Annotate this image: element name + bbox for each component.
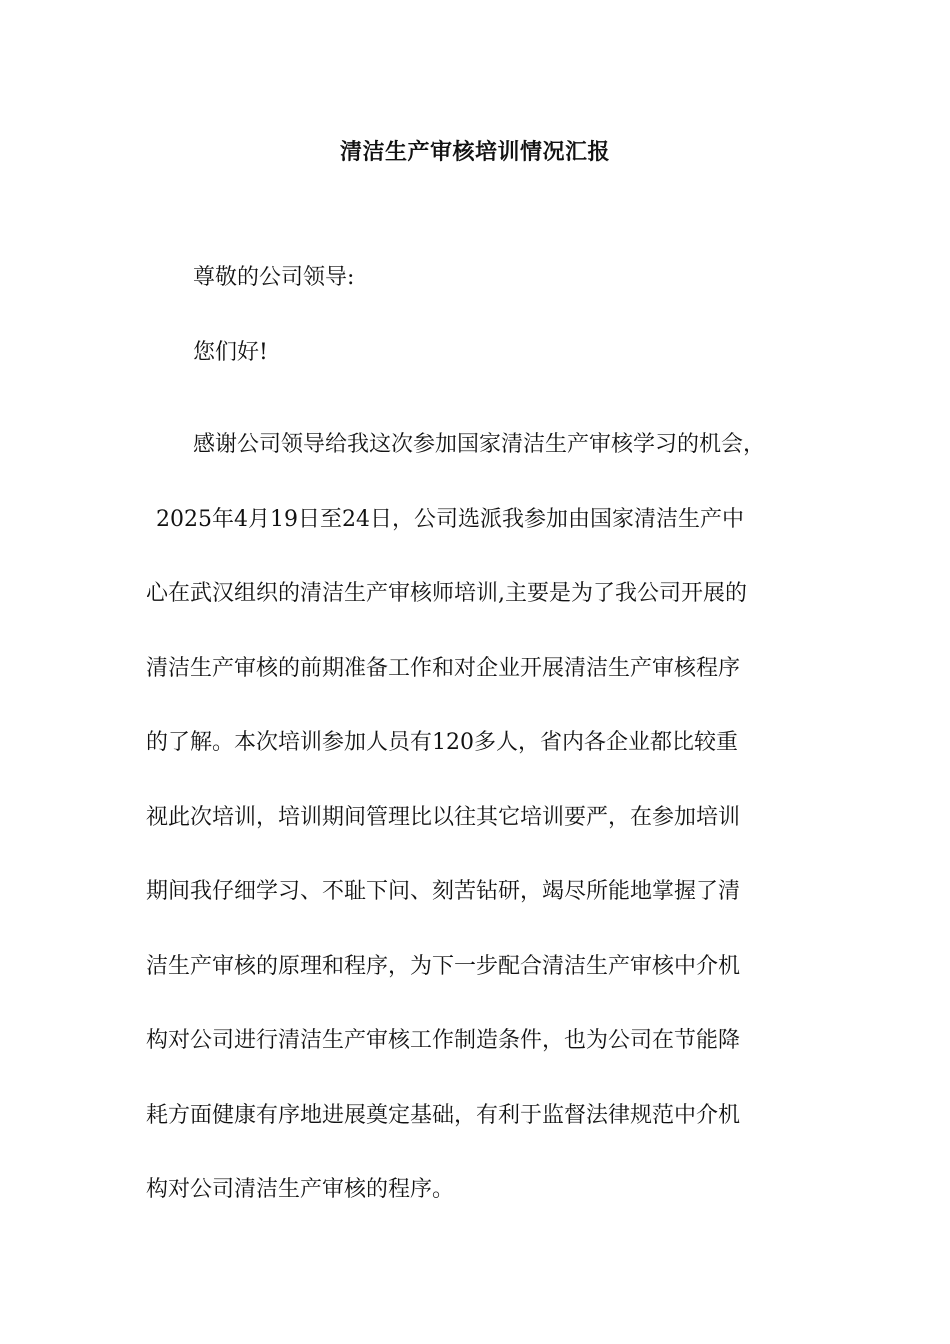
body-line: 耗方面健康有序地进展奠定基础，有利于监督法律规范中介机 — [146, 1102, 741, 1128]
body-line: 感谢公司领导给我这次参加国家清洁生产审核学习的机会， — [193, 432, 766, 457]
greeting: 您们好! — [193, 340, 268, 365]
body-line: 构对公司进行清洁生产审核工作制造条件，也为公司在节能降 — [146, 1028, 741, 1053]
body-line: 洁生产审核的原理和程序，为下一步配合清洁生产审核中介机 — [146, 953, 741, 979]
body-line: 构对公司清洁生产审核的程序。 — [146, 1177, 455, 1202]
body-line: 期间我仔细学习、不耻下问、刻苦钻研，竭尽所能地掌握了清 — [146, 879, 741, 904]
body-line: 2025年4月19日至24日，公司选派我参加由国家清洁生产中 — [156, 506, 744, 532]
body-line: 心在武汉组织的清洁生产审核师培训,主要是为了我公司开展的 — [146, 581, 747, 606]
body-line: 的了解。本次培训参加人员有120多人，省内各企业都比较重 — [146, 730, 738, 755]
body-paragraph — [146, 408, 826, 1228]
body-line: 清洁生产审核的前期准备工作和对企业开展清洁生产审核程序 — [146, 655, 741, 681]
document-title: 清洁生产审核培训情况汇报 — [339, 139, 610, 165]
salutation: 尊敬的公司领导: — [193, 265, 355, 290]
body-line: 视此次培训，培训期间管理比以往其它培训要严，在参加培训 — [146, 804, 741, 830]
